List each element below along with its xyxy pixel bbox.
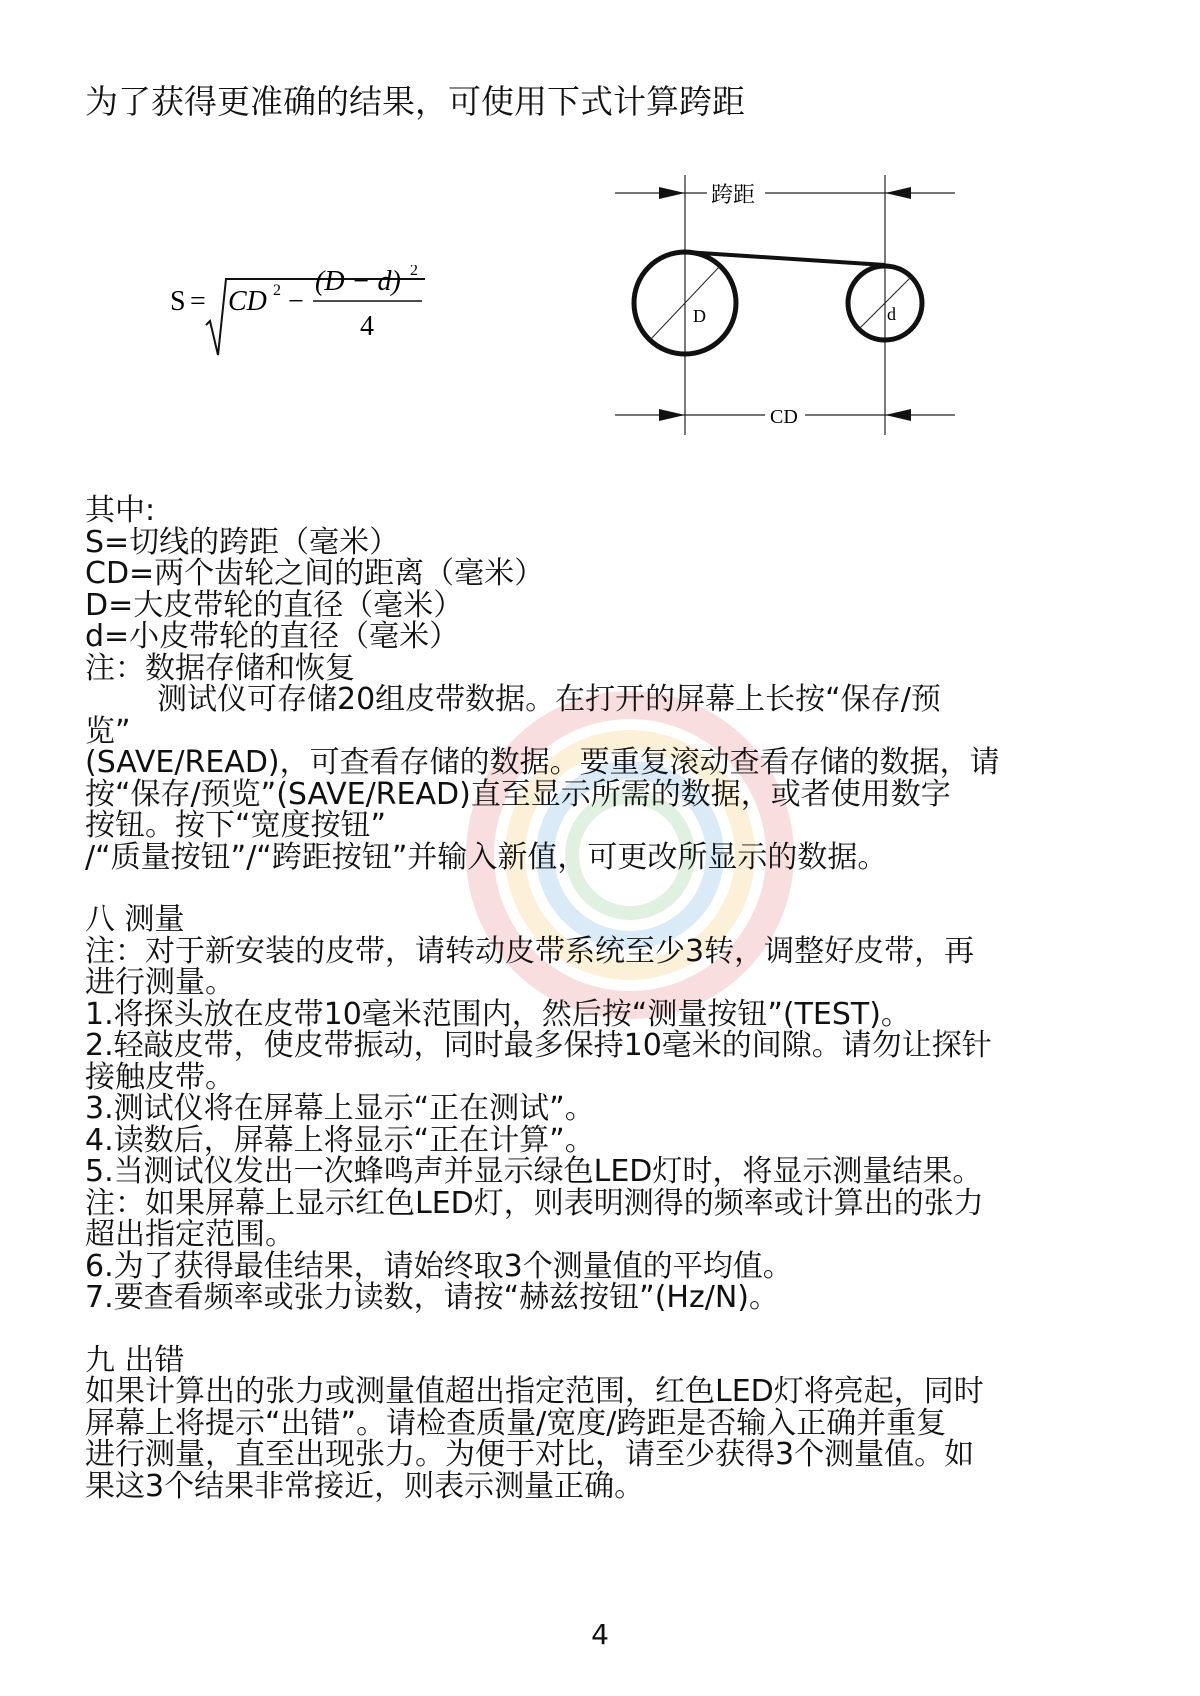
span-arrow-left	[659, 187, 685, 199]
section8-line: 注：如果屏幕上显示红色LED灯，则表明测得的频率或计算出的张力	[85, 1185, 984, 1221]
storage-paragraph-line: /“质量按钮”/“跨距按钮”并输入新值，可更改所显示的数据。	[85, 839, 888, 875]
formula-exp1: 2	[273, 282, 281, 299]
storage-paragraph-line: 测试仪可存储20组皮带数据。在打开的屏幕上长按“保存/预	[157, 682, 941, 717]
section8-line: 进行测量。	[85, 965, 235, 1000]
large-pulley-label: D	[693, 306, 706, 326]
small-pulley-label: d	[887, 304, 896, 324]
cd-arrow-left	[659, 409, 685, 421]
section8-line: 2.轻敲皮带，使皮带振动，同时最多保持10毫米的间隙。请勿让探针	[85, 1028, 992, 1063]
intro-sentence: 为了获得更准确的结果，可使用下式计算跨距	[85, 82, 745, 121]
section8-line: 接触皮带。	[85, 1059, 235, 1095]
span-formula	[170, 265, 470, 375]
definition-item: S=切线的跨距（毫米）	[85, 524, 400, 560]
definition-item: D=大皮带轮的直径（毫米）	[85, 587, 464, 623]
storage-note: 注：数据存储和恢复	[85, 650, 355, 686]
section-gap	[85, 1314, 1135, 1345]
definition-item: d=小皮带轮的直径（毫米）	[85, 619, 460, 654]
formula-term1: CD	[228, 286, 267, 317]
span-label: 跨距	[711, 182, 756, 207]
definition-item: CD=两个齿轮之间的距离（毫米）	[85, 556, 545, 591]
span-diagram	[615, 175, 1015, 485]
section8-line: 7.要查看频率或张力读数，请按“赫兹按钮”(Hz/N)。	[85, 1280, 779, 1315]
section8-line: 注：对于新安装的皮带，请转动皮带系统至少3转，调整好皮带，再	[85, 933, 975, 969]
storage-paragraph-line: 按钮。按下“宽度按钮”	[85, 808, 387, 843]
section9-line: 屏幕上将提示“出错”。请检查质量/宽度/跨距是否输入正确并重复	[85, 1405, 947, 1441]
section8-line: 5.当测试仪发出一次蜂鸣声并显示绿色LED灯时，将显示测量结果。	[85, 1154, 983, 1189]
section8-line: 1.将探头放在皮带10毫米范围内，然后按“测量按钮”(TEST)。	[85, 996, 911, 1032]
span-arrow-right	[885, 187, 911, 199]
page-number: 4	[591, 1618, 609, 1651]
section9-line: 果这3个结果非常接近，则表示测量正确。	[85, 1468, 645, 1504]
section8-line: 超出指定范围。	[85, 1217, 295, 1252]
definitions-heading: 其中:	[85, 493, 156, 528]
storage-paragraph-line: 览”	[85, 713, 131, 749]
section8-title: 八 测量	[85, 902, 185, 937]
section8-line: 6.为了获得最佳结果，请始终取3个测量值的平均值。	[85, 1248, 793, 1284]
section9-line: 进行测量，直至出现张力。为便于对比，请至少获得3个测量值。如	[85, 1437, 975, 1472]
section9-line: 如果计算出的张力或测量值超出指定范围，红色LED灯将亮起，同时	[85, 1374, 984, 1409]
storage-paragraph-line: 按“保存/预览”(SAVE/READ)直至显示所需的数据，或者使用数字	[85, 776, 951, 812]
section-gap	[85, 873, 1135, 904]
storage-paragraph-line: (SAVE/READ)，可查看存储的数据。要重复滚动查看存储的数据，请	[85, 745, 1000, 780]
formula-lhs: S	[170, 286, 186, 317]
section8-line: 3.测试仪将在屏幕上显示“正在测试”。	[85, 1091, 595, 1126]
formula-minus: −	[288, 286, 304, 317]
section9-title: 九 出错	[85, 1342, 185, 1378]
body-text	[85, 495, 1135, 1502]
section8-line: 4.读数后，屏幕上将显示“正在计算”。	[85, 1122, 595, 1158]
formula-equals: =	[190, 286, 206, 317]
formula-denominator: 4	[360, 311, 374, 342]
cd-arrow-right	[885, 409, 911, 421]
cd-label: CD	[770, 406, 798, 428]
formula-exp2: 2	[410, 265, 418, 279]
formula-numerator: (D − d)	[315, 266, 401, 297]
